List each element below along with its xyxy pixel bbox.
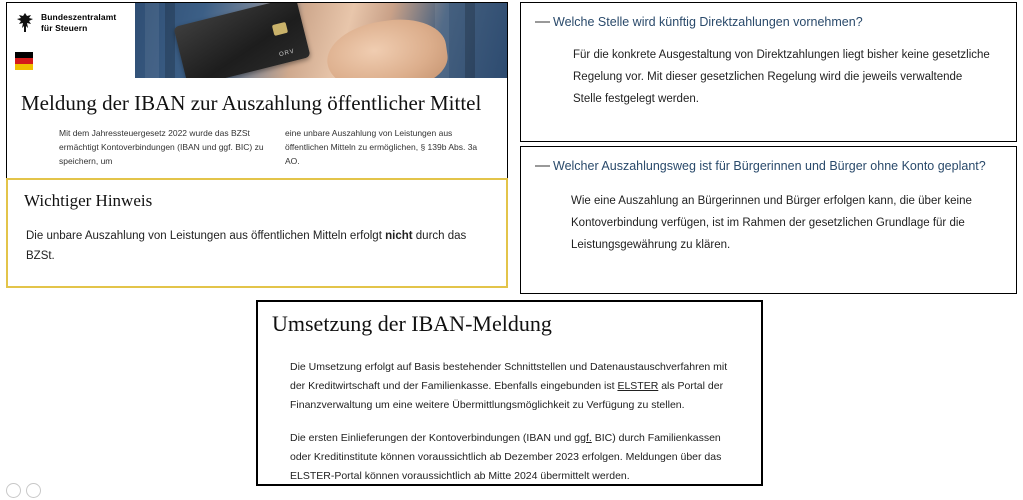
notice-text-part-1: Die unbare Auszahlung von Leistungen aus öffentlichen Mitteln erfolgt [26, 230, 386, 242]
collapse-minus-icon[interactable]: — [535, 13, 550, 30]
notice-text-part-2: durch das BZSt. [26, 230, 467, 262]
important-notice-body [8, 212, 506, 266]
hand-shape [323, 13, 452, 78]
impl-p2-part-2: BIC) durch Familienkassen oder Kreditinstitute können voraussichtlich ab Dezember 2023 erfolgen. Meldungen über das ELSTER-Portal können voraussichtlich ab Mitte 2024 übermittelt werden. [290, 432, 722, 482]
implementation-paragraph-1 [258, 338, 761, 415]
faq-item-2-answer: Wie eine Auszahlung an Bürgerinnen und Bürger erfolgen kann, die über keine Kontoverbindung verfügen, ist im Rahmen der gesetzlichen Grundlage für die Leistungsgewährung zu klären. [571, 195, 972, 251]
iban-hero-card [6, 2, 508, 186]
faq-item-2-header[interactable] [521, 147, 1016, 176]
impl-p1-part-2: als Portal der Finanzverwaltung um eine weitere Übermittlungsmöglichkeit zu Verfügung zu stellen. [290, 380, 724, 411]
important-notice-card [6, 178, 508, 288]
card-chip-icon [272, 22, 288, 36]
important-notice-title: Wichtiger Hinweis [24, 191, 153, 210]
faq-item-1-header[interactable] [521, 3, 1016, 32]
impl-p1-part-1: Die Umsetzung erfolgt auf Basis bestehender Schnittstellen und Datenaustauschverfahren mit der Kreditwirtschaft und der Familienkasse. Ebenfalls eingebunden ist [290, 361, 728, 392]
bzst-logo-line1: Bundeszentralamt [41, 12, 117, 22]
bank-card-graphic [173, 3, 310, 78]
bzst-logo-text [41, 11, 116, 34]
faq-item-2[interactable] [520, 146, 1017, 294]
implementation-title: Umsetzung der IBAN-Meldung [272, 311, 552, 336]
hero-intro-col-2: eine unbare Auszahlung von Leistungen aus öffentlichen Mitteln zu ermöglichen, § 139b Abs. 3a AO. [285, 128, 478, 166]
german-flag-icon [15, 52, 33, 70]
faq-item-2-question[interactable]: Welcher Auszahlungsweg ist für Bürgerinnen und Bürger ohne Konto geplant? [553, 159, 986, 173]
implementation-card [256, 300, 763, 486]
page-title: Meldung der IBAN zur Auszahlung öffentlicher Mittel [21, 91, 482, 115]
faq-item-1-question[interactable]: Welche Stelle wird künftig Direktzahlungen vornehmen? [553, 15, 863, 29]
decorative-dots [6, 483, 41, 498]
card-label: ORV [278, 48, 296, 59]
faq-item-1[interactable] [520, 2, 1017, 142]
faq-item-1-answer: Für die konkrete Ausgestaltung von Direktzahlungen liegt bisher keine gesetzliche Regelung vor. Mit dieser gesetzlichen Regelung wird die jeweils verwaltende Stelle festgelegt werden. [573, 49, 990, 105]
notice-text-emphasis: nicht [385, 230, 413, 242]
bzst-logo-line2: für Steuern [41, 23, 88, 33]
federal-eagle-icon [15, 11, 35, 35]
implementation-paragraph-2 [258, 415, 761, 486]
hero-intro-columns [7, 120, 507, 168]
impl-p2-part-1: Die ersten Einlieferungen der Kontoverbindungen (IBAN und [290, 432, 575, 444]
decorative-dot [6, 483, 21, 498]
hero-photo [135, 3, 507, 78]
elster-link[interactable]: ELSTER [617, 380, 659, 392]
decorative-dot [26, 483, 41, 498]
collapse-minus-icon[interactable]: — [535, 157, 550, 174]
hero-banner [7, 3, 507, 78]
bzst-logo [7, 3, 135, 78]
hero-intro-col-1: Mit dem Jahressteuergesetz 2022 wurde das BZSt ermächtigt Kontoverbindungen (IBAN und ggf. BIC) zu speichern, um [59, 128, 264, 166]
ggf-link[interactable]: ggf. [574, 432, 592, 444]
